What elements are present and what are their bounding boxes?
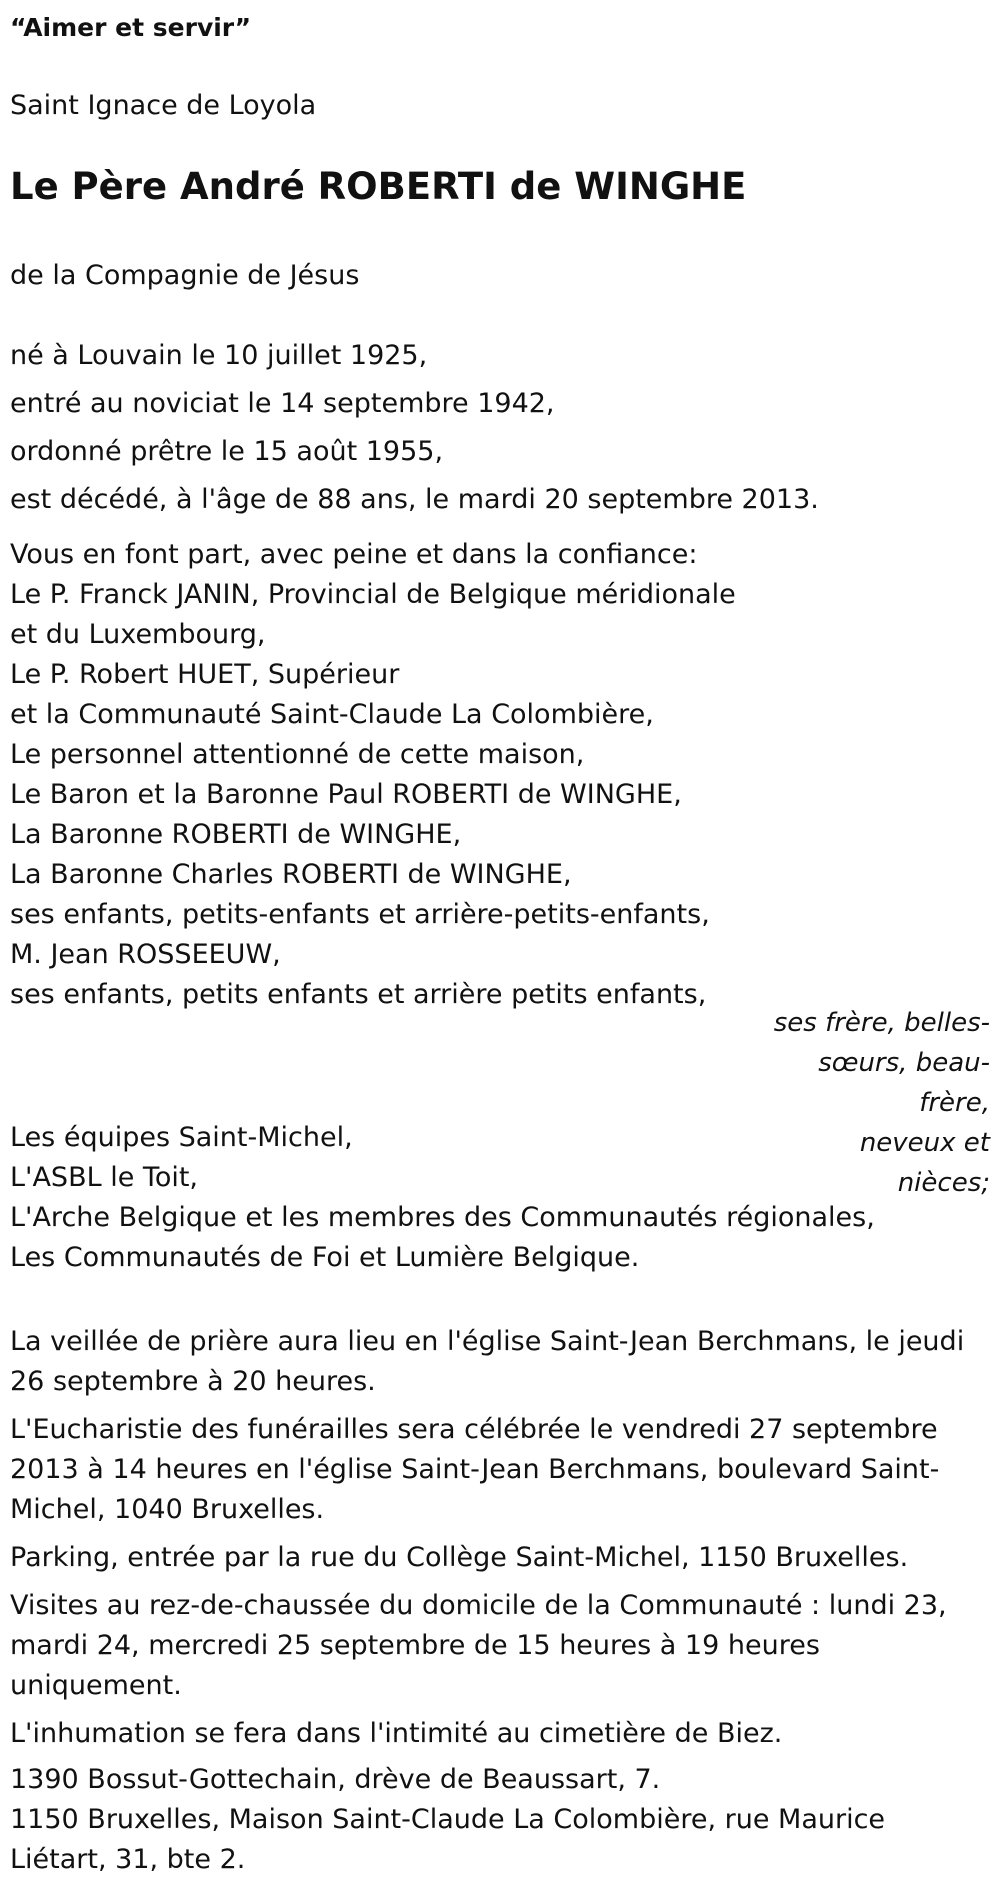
biography [10, 336, 819, 528]
mourner-line: La Baronne ROBERTI de WINGHE, [10, 819, 462, 850]
service-details [10, 1322, 990, 1762]
burial-info: L'inhumation se fera dans l'intimité au cimetière de Biez. [10, 1718, 783, 1749]
mourner-line: et du Luxembourg, [10, 619, 266, 650]
mourner-line: Le P. Franck JANIN, Provincial de Belgique méridionale [10, 579, 736, 610]
deceased-name: Le Père André ROBERTI de WINGHE [10, 165, 747, 208]
mourner-line: ses enfants, petits enfants et arrière petits enfants, [10, 979, 707, 1010]
organization-line: L'Arche Belgique et les membres des Communautés régionales, [10, 1202, 875, 1233]
mourner-line: Vous en font part, avec peine et dans la confiance: [10, 539, 698, 570]
address-line: 1150 Bruxelles, Maison Saint-Claude La Colombière, rue Maurice Liétart, 31, bte 2. [10, 1804, 886, 1875]
mourner-line: Le P. Robert HUET, Supérieur [10, 659, 400, 690]
organization-line: L'ASBL le Toit, [10, 1162, 199, 1193]
bio-birth: né à Louvain le 10 juillet 1925, [10, 340, 428, 371]
motto: “Aimer et servir” [10, 13, 252, 42]
mourner-line: ses enfants, petits-enfants et arrière-petits-enfants, [10, 899, 710, 930]
funeral-info: L'Eucharistie des funérailles sera célébrée le vendredi 27 septembre 2013 à 14 heures en l'église Saint-Jean Berchmans, boulevard Saint-Michel, 1040 Bruxelles. [10, 1414, 940, 1525]
mourners-list [10, 535, 736, 1015]
mourner-line: et la Communauté Saint-Claude La Colombière, [10, 699, 654, 730]
aside-line: sœurs, beau-frère, [818, 1048, 990, 1118]
aside-line: neveux et nièces; [859, 1128, 990, 1198]
vigil-info: La veillée de prière aura lieu en l'église Saint-Jean Berchmans, le jeudi 26 septembre à 20 heures. [10, 1326, 965, 1397]
aside-line: ses frère, belles- [773, 1008, 990, 1038]
religious-order: de la Compagnie de Jésus [10, 260, 360, 291]
bio-novitiate: entré au noviciat le 14 septembre 1942, [10, 388, 555, 419]
organization-line: Les équipes Saint-Michel, [10, 1122, 353, 1153]
parking-info: Parking, entrée par la rue du Collège Saint-Michel, 1150 Bruxelles. [10, 1542, 909, 1573]
bio-death: est décédé, à l'âge de 88 ans, le mardi 20 septembre 2013. [10, 484, 819, 515]
visits-info: Visites au rez-de-chaussée du domicile de la Communauté : lundi 23, mardi 24, mercredi 25 septembre de 15 heures à 19 heures uniquement. [10, 1590, 947, 1701]
mourner-line: La Baronne Charles ROBERTI de WINGHE, [10, 859, 572, 890]
organization-line: Les Communautés de Foi et Lumière Belgique. [10, 1242, 640, 1273]
mourner-line: M. Jean ROSSEEUW, [10, 939, 281, 970]
mourner-line: Le personnel attentionné de cette maison, [10, 739, 585, 770]
bio-ordination: ordonné prêtre le 15 août 1955, [10, 436, 444, 467]
mourner-line: Le Baron et la Baronne Paul ROBERTI de WINGHE, [10, 779, 682, 810]
addresses [10, 1760, 990, 1880]
saint-name: Saint Ignace de Loyola [10, 90, 317, 121]
organizations-list [10, 1118, 875, 1278]
address-line: 1390 Bossut-Gottechain, drève de Beaussart, 7. [10, 1764, 661, 1795]
